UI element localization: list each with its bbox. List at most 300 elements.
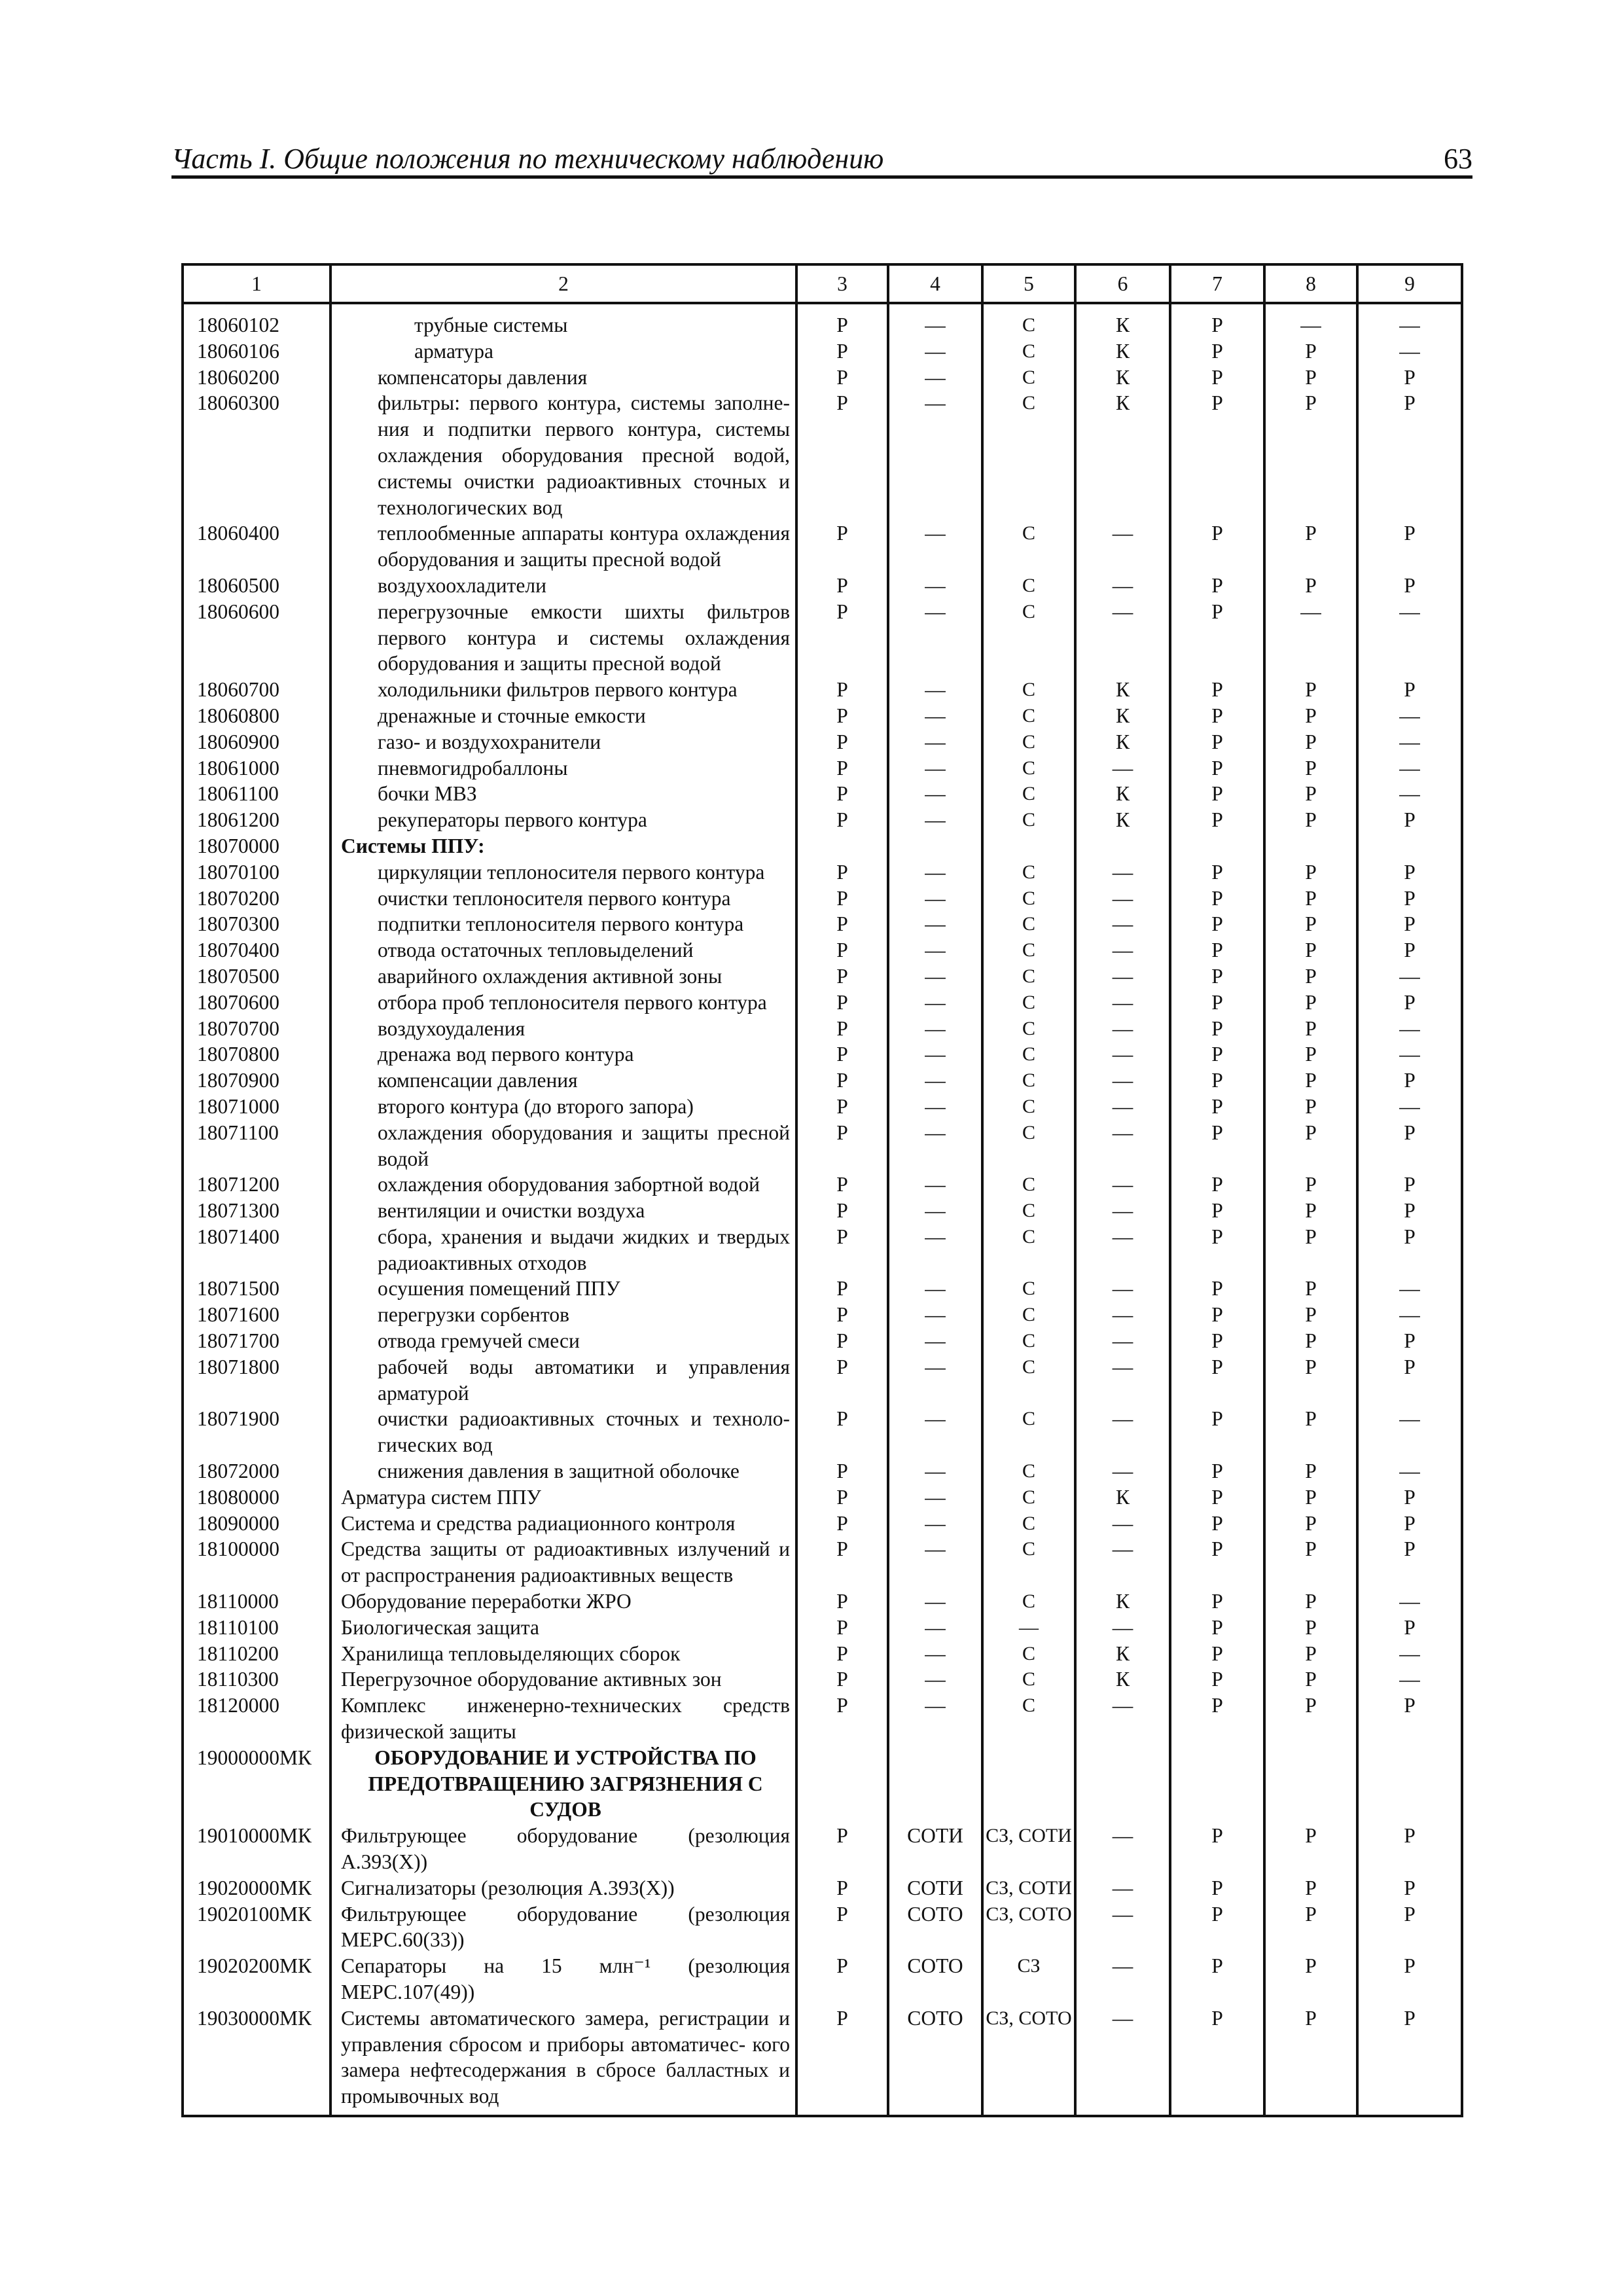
value-col-6: — — [1075, 911, 1170, 937]
table-row — [183, 1198, 1462, 1224]
item-code: 18071800 — [183, 1354, 330, 1407]
value-col-4: — — [888, 886, 982, 912]
value-col-4 — [888, 833, 982, 859]
value-col-4: — — [888, 390, 982, 520]
item-name: воздухоохладители — [378, 573, 546, 597]
value-col-7 — [1170, 1745, 1264, 1823]
value-col-8: Р — [1264, 1302, 1357, 1328]
item-name-cell — [330, 1536, 796, 1588]
value-col-4: — — [888, 807, 982, 833]
value-col-4: — — [888, 703, 982, 729]
value-col-3: Р — [796, 390, 888, 520]
value-col-7: Р — [1170, 1094, 1264, 1120]
value-col-6: К — [1075, 1641, 1170, 1667]
value-col-3: Р — [796, 1094, 888, 1120]
item-code: 19030000МК — [183, 2005, 330, 2116]
value-col-8: Р — [1264, 990, 1357, 1016]
value-col-3: Р — [796, 1354, 888, 1407]
value-col-7: Р — [1170, 1953, 1264, 2005]
item-code: 18071200 — [183, 1172, 330, 1198]
value-col-7: Р — [1170, 599, 1264, 677]
item-name-cell — [330, 1641, 796, 1667]
item-name-cell — [330, 1875, 796, 1901]
item-name: воздухоудаления — [378, 1016, 526, 1040]
value-col-8: Р — [1264, 1536, 1357, 1588]
value-col-9: Р — [1357, 520, 1462, 573]
value-col-3: Р — [796, 729, 888, 755]
column-header: 4 — [888, 264, 982, 303]
value-col-7: Р — [1170, 338, 1264, 365]
item-name: дренажа вод первого контура — [378, 1043, 634, 1066]
value-col-3: Р — [796, 520, 888, 573]
value-col-5: С — [982, 1458, 1075, 1484]
item-name-cell — [330, 2005, 796, 2116]
value-col-3: Р — [796, 1120, 888, 1172]
item-code: 19000000МК — [183, 1745, 330, 1823]
item-name-cell — [330, 729, 796, 755]
value-col-3: Р — [796, 1041, 888, 1067]
value-col-9: — — [1357, 1406, 1462, 1458]
value-col-5: С — [982, 1276, 1075, 1302]
item-code: 18110300 — [183, 1666, 330, 1693]
value-col-5: СЗ, СОТИ — [982, 1875, 1075, 1901]
value-col-9: Р — [1357, 1953, 1462, 2005]
item-name-cell — [330, 1172, 796, 1198]
item-name-cell — [330, 1484, 796, 1511]
value-col-3: Р — [796, 963, 888, 990]
value-col-3: Р — [796, 1172, 888, 1198]
column-header: 1 — [183, 264, 330, 303]
table-row — [183, 1276, 1462, 1302]
value-col-8: Р — [1264, 911, 1357, 937]
item-name: отвода остаточных тепловыделений — [378, 939, 694, 962]
value-col-4: — — [888, 937, 982, 963]
item-code: 18072000 — [183, 1458, 330, 1484]
value-col-9: Р — [1357, 1198, 1462, 1224]
value-col-6: — — [1075, 599, 1170, 677]
item-name-cell — [330, 1693, 796, 1745]
data-table — [181, 263, 1463, 2117]
item-name-cell — [330, 755, 796, 781]
value-col-8: Р — [1264, 963, 1357, 990]
value-col-6: — — [1075, 1953, 1170, 2005]
value-col-7: Р — [1170, 1693, 1264, 1745]
item-code: 18070200 — [183, 886, 330, 912]
item-name: Арматура систем ППУ — [341, 1485, 541, 1509]
value-col-7: Р — [1170, 1484, 1264, 1511]
item-code: 18070800 — [183, 1041, 330, 1067]
item-name: сбора, хранения и выдачи жидких и твердых радиоактивных отходов — [378, 1225, 790, 1274]
item-code: 18060900 — [183, 729, 330, 755]
value-col-5: С — [982, 1094, 1075, 1120]
value-col-7: Р — [1170, 1198, 1264, 1224]
value-col-5: С — [982, 677, 1075, 703]
value-col-3: Р — [796, 338, 888, 365]
value-col-3 — [796, 1745, 888, 1823]
value-col-9: Р — [1357, 990, 1462, 1016]
value-col-7: Р — [1170, 1224, 1264, 1276]
item-name: циркуляции теплоносителя первого контура — [378, 860, 765, 884]
value-col-7: Р — [1170, 859, 1264, 886]
value-col-8: Р — [1264, 677, 1357, 703]
value-col-9 — [1357, 833, 1462, 859]
item-name: теплообменные аппараты контура охлаждения оборудования и защиты пресной водой — [378, 522, 790, 571]
value-col-7: Р — [1170, 807, 1264, 833]
value-col-6: К — [1075, 677, 1170, 703]
value-col-3 — [796, 833, 888, 859]
table-row — [183, 338, 1462, 365]
value-col-4: — — [888, 1511, 982, 1537]
value-col-9: Р — [1357, 2005, 1462, 2116]
item-code: 18070000 — [183, 833, 330, 859]
value-col-3: Р — [796, 911, 888, 937]
value-col-3: Р — [796, 1406, 888, 1458]
value-col-4: — — [888, 1615, 982, 1641]
value-col-5: С — [982, 1224, 1075, 1276]
item-name: дренажные и сточные емкости — [378, 704, 646, 727]
table-row — [183, 963, 1462, 990]
value-col-7: Р — [1170, 1016, 1264, 1042]
item-code: 18110000 — [183, 1588, 330, 1615]
item-name-cell — [330, 1198, 796, 1224]
value-col-3: Р — [796, 859, 888, 886]
value-col-9: Р — [1357, 1120, 1462, 1172]
item-name: ОБОРУДОВАНИЕ И УСТРОЙСТВА ПО ПРЕДОТВРАЩЕНИЮ ЗАГРЯЗНЕНИЯ С СУДОВ — [368, 1746, 763, 1821]
table-row — [183, 1458, 1462, 1484]
value-col-5: С — [982, 1588, 1075, 1615]
value-col-6: — — [1075, 886, 1170, 912]
item-code: 18071000 — [183, 1094, 330, 1120]
value-col-4: — — [888, 781, 982, 807]
page-header — [171, 143, 1472, 175]
value-col-3: Р — [796, 677, 888, 703]
value-col-7: Р — [1170, 937, 1264, 963]
value-col-9: Р — [1357, 1901, 1462, 1954]
item-name-cell — [330, 677, 796, 703]
value-col-8: Р — [1264, 1172, 1357, 1198]
item-name: фильтры: первого контура, системы заполне- ния и подпитки первого контура, системы охлаждения оборудования пресной водой, системы очистки радиоактивных сточных и технологических вод — [378, 391, 790, 519]
item-name: газо- и воздухохранители — [378, 730, 601, 753]
item-name-cell — [330, 1224, 796, 1276]
table-row — [183, 303, 1462, 338]
value-col-6: — — [1075, 1172, 1170, 1198]
value-col-5: — — [982, 1615, 1075, 1641]
value-col-7: Р — [1170, 1276, 1264, 1302]
item-name-cell — [330, 520, 796, 573]
item-code: 18061000 — [183, 755, 330, 781]
value-col-3: Р — [796, 303, 888, 338]
value-col-5: С — [982, 1536, 1075, 1588]
value-col-6: — — [1075, 1067, 1170, 1094]
value-col-8: Р — [1264, 1823, 1357, 1875]
value-col-5: С — [982, 1484, 1075, 1511]
value-col-5: С — [982, 1666, 1075, 1693]
item-code: 18070300 — [183, 911, 330, 937]
value-col-4: — — [888, 599, 982, 677]
item-name: трубные системы — [414, 314, 568, 336]
value-col-6: — — [1075, 990, 1170, 1016]
value-col-8 — [1264, 1745, 1357, 1823]
table-row — [183, 807, 1462, 833]
value-col-6: К — [1075, 729, 1170, 755]
value-col-7: Р — [1170, 1615, 1264, 1641]
value-col-8: Р — [1264, 1693, 1357, 1745]
value-col-9: — — [1357, 703, 1462, 729]
value-col-4: — — [888, 1041, 982, 1067]
value-col-8: Р — [1264, 1067, 1357, 1094]
page-number: 63 — [1444, 143, 1472, 175]
value-col-4: — — [888, 1067, 982, 1094]
table-row — [183, 520, 1462, 573]
item-code: 18070900 — [183, 1067, 330, 1094]
item-code: 18060106 — [183, 338, 330, 365]
item-name-cell — [330, 1302, 796, 1328]
item-name-cell — [330, 833, 796, 859]
item-name: Оборудование переработки ЖРО — [341, 1590, 632, 1613]
column-header: 9 — [1357, 264, 1462, 303]
value-col-8: Р — [1264, 1406, 1357, 1458]
value-col-4: — — [888, 1588, 982, 1615]
item-name-cell — [330, 703, 796, 729]
value-col-8: Р — [1264, 520, 1357, 573]
table-row — [183, 1016, 1462, 1042]
table-row — [183, 1511, 1462, 1537]
item-name-cell — [330, 990, 796, 1016]
value-col-7: Р — [1170, 911, 1264, 937]
value-col-6: — — [1075, 1511, 1170, 1537]
value-col-7: Р — [1170, 1823, 1264, 1875]
value-col-9: Р — [1357, 1536, 1462, 1588]
item-name: холодильники фильтров первого контура — [378, 678, 738, 702]
item-name-cell — [330, 886, 796, 912]
item-code: 18070100 — [183, 859, 330, 886]
table-row — [183, 1641, 1462, 1667]
value-col-5: СЗ, СОТО — [982, 2005, 1075, 2116]
item-code: 18090000 — [183, 1511, 330, 1537]
item-code: 19020100МК — [183, 1901, 330, 1954]
item-name-cell — [330, 390, 796, 520]
running-title: Часть I. Общие положения по техническому наблюдению — [171, 143, 884, 175]
value-col-6: — — [1075, 755, 1170, 781]
item-name: второго контура (до второго запора) — [378, 1094, 694, 1118]
value-col-4: — — [888, 1354, 982, 1407]
item-name: снижения давления в защитной оболочке — [378, 1460, 740, 1483]
value-col-5: С — [982, 990, 1075, 1016]
table-row — [183, 1875, 1462, 1901]
value-col-3: Р — [796, 1328, 888, 1354]
value-col-4: — — [888, 677, 982, 703]
value-col-4: СОТО — [888, 1953, 982, 2005]
value-col-5: С — [982, 1067, 1075, 1094]
value-col-3: Р — [796, 1693, 888, 1745]
value-col-6: К — [1075, 1666, 1170, 1693]
item-code: 18060500 — [183, 573, 330, 599]
value-col-6: — — [1075, 1615, 1170, 1641]
value-col-4: — — [888, 573, 982, 599]
value-col-5: С — [982, 1328, 1075, 1354]
value-col-9: Р — [1357, 1067, 1462, 1094]
value-col-7 — [1170, 833, 1264, 859]
item-name: Системы автоматического замера, регистрации и управления сбросом и приборы автоматичес- кого замера нефтесодержания в сбросе балластных и промывочных вод — [341, 2006, 790, 2108]
value-col-6: — — [1075, 937, 1170, 963]
table-row — [183, 2005, 1462, 2116]
item-code: 19020200МК — [183, 1953, 330, 2005]
value-col-5: С — [982, 1172, 1075, 1198]
value-col-7: Р — [1170, 1641, 1264, 1667]
table-row — [183, 573, 1462, 599]
value-col-3: Р — [796, 1016, 888, 1042]
value-col-4: — — [888, 911, 982, 937]
item-name-cell — [330, 1120, 796, 1172]
value-col-6: — — [1075, 963, 1170, 990]
item-name: Система и средства радиационного контроля — [341, 1511, 736, 1535]
item-code: 18120000 — [183, 1693, 330, 1745]
value-col-3: Р — [796, 755, 888, 781]
value-col-7: Р — [1170, 729, 1264, 755]
table-row — [183, 990, 1462, 1016]
item-name-cell — [330, 1588, 796, 1615]
table-row — [183, 1224, 1462, 1276]
item-name-cell — [330, 1823, 796, 1875]
value-col-7: Р — [1170, 365, 1264, 391]
value-col-8: Р — [1264, 703, 1357, 729]
value-col-4: — — [888, 1406, 982, 1458]
value-col-8: Р — [1264, 1953, 1357, 2005]
value-col-4: — — [888, 1016, 982, 1042]
value-col-3: Р — [796, 703, 888, 729]
item-code: 18060200 — [183, 365, 330, 391]
table-body — [183, 303, 1462, 2116]
value-col-6: — — [1075, 859, 1170, 886]
table-row — [183, 390, 1462, 520]
table-row — [183, 1615, 1462, 1641]
value-col-7: Р — [1170, 1588, 1264, 1615]
table-row — [183, 703, 1462, 729]
item-name: рекуператоры первого контура — [378, 808, 647, 832]
value-col-6: К — [1075, 703, 1170, 729]
value-col-8: Р — [1264, 1901, 1357, 1954]
value-col-5: С — [982, 390, 1075, 520]
item-code: 18080000 — [183, 1484, 330, 1511]
item-name: компенсаторы давления — [378, 365, 588, 389]
value-col-7: Р — [1170, 755, 1264, 781]
item-name: Перегрузочное оборудование активных зон — [341, 1668, 722, 1691]
column-header: 5 — [982, 264, 1075, 303]
value-col-4 — [888, 1745, 982, 1823]
table-row — [183, 833, 1462, 859]
value-col-4: — — [888, 520, 982, 573]
value-col-6 — [1075, 1745, 1170, 1823]
item-code: 18110200 — [183, 1641, 330, 1667]
value-col-8: Р — [1264, 1120, 1357, 1172]
value-col-5: СЗ, СОТИ — [982, 1823, 1075, 1875]
value-col-6: К — [1075, 807, 1170, 833]
value-col-8: Р — [1264, 755, 1357, 781]
item-code: 18070700 — [183, 1016, 330, 1042]
column-header: 7 — [1170, 264, 1264, 303]
value-col-9: — — [1357, 963, 1462, 990]
value-col-3: Р — [796, 365, 888, 391]
value-col-4: — — [888, 1666, 982, 1693]
value-col-8: Р — [1264, 365, 1357, 391]
table-row — [183, 911, 1462, 937]
item-name: перегрузки сорбентов — [378, 1303, 569, 1327]
value-col-4: СОТИ — [888, 1875, 982, 1901]
value-col-5: С — [982, 1041, 1075, 1067]
value-col-4: — — [888, 1693, 982, 1745]
value-col-9: — — [1357, 1094, 1462, 1120]
value-col-3: Р — [796, 1198, 888, 1224]
value-col-7: Р — [1170, 520, 1264, 573]
item-code: 18060700 — [183, 677, 330, 703]
value-col-7: Р — [1170, 1041, 1264, 1067]
value-col-8: Р — [1264, 1016, 1357, 1042]
value-col-7: Р — [1170, 1536, 1264, 1588]
value-col-9: — — [1357, 1458, 1462, 1484]
value-col-6: — — [1075, 1901, 1170, 1954]
value-col-8: Р — [1264, 937, 1357, 963]
value-col-4: — — [888, 1536, 982, 1588]
item-name-cell — [330, 1901, 796, 1954]
table-row — [183, 365, 1462, 391]
item-code: 18071100 — [183, 1120, 330, 1172]
value-col-6: — — [1075, 1120, 1170, 1172]
item-name-cell — [330, 1511, 796, 1537]
value-col-9 — [1357, 1745, 1462, 1823]
value-col-9: Р — [1357, 573, 1462, 599]
value-col-4: — — [888, 1302, 982, 1328]
value-col-5: С — [982, 338, 1075, 365]
item-name-cell — [330, 1745, 796, 1823]
table-row — [183, 1041, 1462, 1067]
value-col-3: Р — [796, 1276, 888, 1302]
value-col-6: — — [1075, 1016, 1170, 1042]
value-col-8: Р — [1264, 1511, 1357, 1537]
value-col-6: — — [1075, 1354, 1170, 1407]
value-col-8: Р — [1264, 1224, 1357, 1276]
value-col-3: Р — [796, 937, 888, 963]
value-col-9: Р — [1357, 365, 1462, 391]
value-col-6: К — [1075, 390, 1170, 520]
value-col-3: Р — [796, 1224, 888, 1276]
item-name: отбора проб теплоносителя первого контура — [378, 990, 767, 1014]
value-col-8: Р — [1264, 1615, 1357, 1641]
item-code: 18060600 — [183, 599, 330, 677]
value-col-7: Р — [1170, 677, 1264, 703]
value-col-4: — — [888, 755, 982, 781]
item-code: 18060300 — [183, 390, 330, 520]
item-code: 18070600 — [183, 990, 330, 1016]
table-row — [183, 1067, 1462, 1094]
value-col-7: Р — [1170, 1666, 1264, 1693]
value-col-5: С — [982, 781, 1075, 807]
value-col-5: С — [982, 303, 1075, 338]
item-name-cell — [330, 937, 796, 963]
value-col-7: Р — [1170, 573, 1264, 599]
value-col-8: Р — [1264, 1588, 1357, 1615]
value-col-9: Р — [1357, 1511, 1462, 1537]
value-col-5: С — [982, 1302, 1075, 1328]
table-row — [183, 1120, 1462, 1172]
table-row — [183, 755, 1462, 781]
item-code: 18071900 — [183, 1406, 330, 1458]
table-row — [183, 1745, 1462, 1823]
item-name: подпитки теплоносителя первого контура — [378, 912, 744, 936]
column-header: 8 — [1264, 264, 1357, 303]
value-col-4: СОТО — [888, 2005, 982, 2116]
value-col-6: К — [1075, 781, 1170, 807]
table-row — [183, 599, 1462, 677]
